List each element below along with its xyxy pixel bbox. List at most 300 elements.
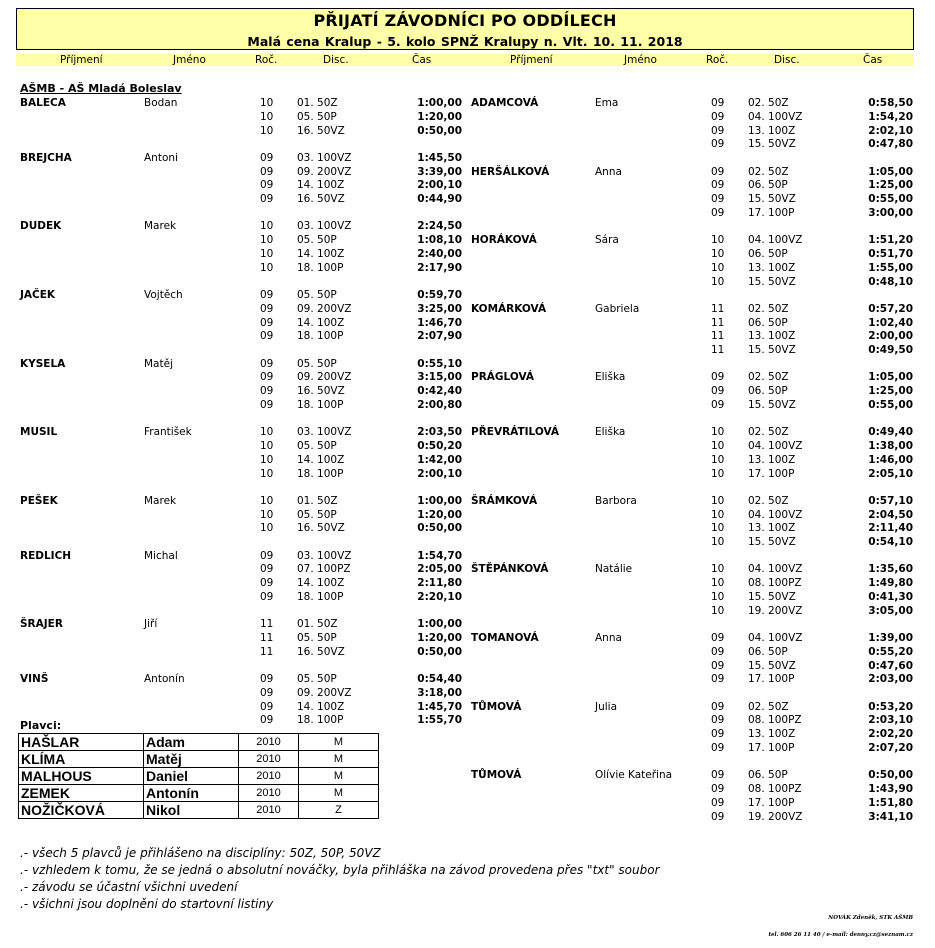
note-item: .- všech 5 plavců je přihlášeno na disciplíny: 50Z, 50P, 50VZ <box>20 846 381 860</box>
entry-time: 1:08,10 <box>417 234 462 247</box>
entry-year: 09 <box>711 796 725 809</box>
entry-discipline: 17. 100P <box>748 796 795 809</box>
entry-discipline: 02. 50Z <box>748 302 789 315</box>
entry-year: 09 <box>260 179 274 192</box>
plavci-year: 2010 <box>239 768 299 785</box>
entry-year: 09 <box>711 207 725 219</box>
note-item: .- všichni jsou doplněni do startovní listiny <box>20 897 274 911</box>
entry-time: 1:51,80 <box>868 796 913 809</box>
entry-time: 0:55,00 <box>868 399 913 411</box>
club-name: AŠMB - AŠ Mladá Boleslav <box>20 82 182 95</box>
entry-year: 09 <box>711 769 725 782</box>
entry-time: 0:58,50 <box>868 97 913 109</box>
entry-discipline: 09. 200VZ <box>297 302 352 315</box>
entry-time: 1:45,50 <box>417 151 462 164</box>
entry-time: 0:55,20 <box>868 645 913 658</box>
entry-discipline: 09. 200VZ <box>297 686 352 699</box>
entry-time: 0:42,40 <box>417 385 462 398</box>
col-firstname-left: Jméno <box>173 54 206 66</box>
entry-discipline: 07. 100PZ <box>297 563 351 576</box>
entry-discipline: 04. 100VZ <box>748 632 803 644</box>
entry-time: 1:20,00 <box>417 110 462 123</box>
entry-year: 11 <box>711 302 725 315</box>
entry-discipline: 05. 50P <box>297 508 337 521</box>
entry-discipline: 05. 50P <box>297 357 337 370</box>
entry-year: 09 <box>260 385 274 398</box>
entry-year: 11 <box>260 645 274 658</box>
plavci-row <box>19 751 379 768</box>
entry-discipline: 15. 50VZ <box>748 659 796 672</box>
entry-year: 09 <box>260 686 274 699</box>
entry-discipline: 05. 50P <box>297 632 337 644</box>
swimmer-surname: TŮMOVÁ <box>471 700 522 713</box>
entry-discipline: 17. 100P <box>748 467 795 480</box>
entry-discipline: 02. 50Z <box>748 97 789 109</box>
entry-year: 10 <box>260 234 274 247</box>
column-headers <box>16 54 914 66</box>
swimmer-surname: TŮMOVÁ <box>471 769 522 782</box>
swimmer-surname: PŘEVRÁTILOVÁ <box>471 426 560 439</box>
col-surname-right: Příjmení <box>510 54 553 66</box>
entry-discipline: 18. 100P <box>297 399 344 411</box>
entry-discipline: 04. 100VZ <box>748 110 803 123</box>
entry-year: 09 <box>260 563 274 576</box>
entry-discipline: 02. 50Z <box>748 165 789 178</box>
plavci-year: 2010 <box>239 785 299 802</box>
entry-time: 1:05,00 <box>868 165 913 178</box>
entry-discipline: 15. 50VZ <box>748 275 796 288</box>
entry-time: 3:41,10 <box>868 810 913 823</box>
entry-time: 0:55,00 <box>868 193 913 206</box>
entry-time: 2:00,80 <box>417 399 462 411</box>
entry-time: 1:20,00 <box>417 508 462 521</box>
entry-year: 10 <box>260 97 274 109</box>
entry-time: 3:00,00 <box>868 207 913 219</box>
entry-discipline: 13. 100Z <box>748 261 796 274</box>
entry-time: 2:00,00 <box>868 330 913 343</box>
entry-time: 1:55,70 <box>417 714 462 727</box>
entry-year: 10 <box>260 124 274 137</box>
col-disc-left: Disc. <box>323 54 349 66</box>
entry-time: 0:47,60 <box>868 659 913 672</box>
entry-year: 10 <box>260 508 274 521</box>
entry-discipline: 13. 100Z <box>748 124 796 137</box>
swimmer-firstname: Marek <box>144 220 177 233</box>
entry-year: 10 <box>711 426 725 439</box>
entry-year: 09 <box>260 549 274 562</box>
entry-year: 10 <box>711 508 725 521</box>
entry-year: 11 <box>711 344 725 357</box>
swimmer-firstname: Anna <box>595 165 622 178</box>
entry-year: 10 <box>711 563 725 576</box>
swimmer-firstname: Gabriela <box>595 302 640 315</box>
entry-year: 10 <box>711 261 725 274</box>
entry-time: 0:54,40 <box>417 673 462 685</box>
footer-contact: tel. 606 26 11 40 / e-mail: denny.cz@seznam.cz <box>768 932 913 938</box>
plavci-sex: M <box>299 751 379 768</box>
entry-time: 0:41,30 <box>868 591 913 603</box>
plavci-row <box>19 768 379 785</box>
entry-time: 0:44,90 <box>417 193 462 206</box>
swimmer-surname: REDLICH <box>20 549 72 562</box>
entry-time: 1:00,00 <box>417 618 462 631</box>
entry-discipline: 18. 100P <box>297 261 344 274</box>
swimmer-surname: PEŠEK <box>20 494 58 507</box>
entry-time: 2:02,10 <box>868 124 913 137</box>
entry-year: 10 <box>711 522 725 535</box>
entry-discipline: 19. 200VZ <box>748 604 803 617</box>
entry-year: 09 <box>711 673 725 686</box>
col-year-right: Roč. <box>706 54 729 66</box>
swimmer-surname: MUSIL <box>20 426 58 439</box>
entry-discipline: 01. 50Z <box>297 618 338 631</box>
entry-year: 10 <box>711 275 725 288</box>
entry-year: 09 <box>260 371 274 384</box>
plavci-firstname: Daniel <box>144 768 239 785</box>
col-time-right: Čas <box>863 54 883 66</box>
entry-discipline: 05. 50P <box>297 234 337 247</box>
col-year-left: Roč. <box>255 54 278 66</box>
entry-time: 1:54,20 <box>868 110 913 123</box>
entry-time: 2:24,50 <box>417 220 462 233</box>
entry-year: 10 <box>711 494 725 507</box>
plavci-surname: KLÍMA <box>19 751 144 768</box>
plavci-firstname: Adam <box>144 734 239 751</box>
entry-time: 0:53,20 <box>868 700 913 713</box>
swimmer-surname: ŠTĚPÁNKOVÁ <box>471 563 549 576</box>
col-surname-left: Příjmení <box>60 54 103 66</box>
entry-discipline: 14. 100Z <box>297 453 345 466</box>
entry-year: 09 <box>711 728 725 741</box>
entry-discipline: 17. 100P <box>748 673 795 686</box>
col-disc-right: Disc. <box>774 54 800 66</box>
plavci-firstname: Matěj <box>144 751 239 768</box>
swimmer-surname: HORÁKOVÁ <box>471 234 537 247</box>
entry-year: 09 <box>260 302 274 315</box>
entry-time: 1:49,80 <box>868 577 913 590</box>
swimmer-surname: KYSELA <box>20 357 66 370</box>
entry-year: 09 <box>711 385 725 398</box>
entry-time: 2:04,50 <box>868 508 913 521</box>
entry-year: 10 <box>711 440 725 452</box>
plavci-year: 2010 <box>239 751 299 768</box>
entry-discipline: 05. 50P <box>297 289 337 301</box>
entry-time: 0:51,70 <box>868 248 913 260</box>
swimmer-surname: DUDEK <box>20 220 62 233</box>
footer-author: NOVÁK Zdeněk, STK AŠMB <box>828 915 913 921</box>
entry-year: 09 <box>711 193 725 206</box>
entry-year: 09 <box>260 673 274 685</box>
entry-year: 09 <box>260 591 274 603</box>
entry-time: 0:50,00 <box>417 645 462 658</box>
swimmer-firstname: Eliška <box>595 426 626 439</box>
entry-year: 09 <box>711 165 725 178</box>
entry-time: 2:03,10 <box>868 714 913 727</box>
entry-time: 1:05,00 <box>868 371 913 384</box>
entry-discipline: 06. 50P <box>748 316 788 329</box>
report-subtitle: Malá cena Kralup - 5. kolo SPNŽ Kralupy n. Vlt. 10. 11. 2018 <box>247 34 683 49</box>
entry-discipline: 06. 50P <box>748 645 788 658</box>
entry-discipline: 13. 100Z <box>748 453 796 466</box>
entry-time: 2:00,10 <box>417 179 462 192</box>
entry-time: 2:07,20 <box>868 742 913 754</box>
entry-year: 10 <box>711 536 725 549</box>
entry-time: 1:46,70 <box>417 316 462 329</box>
plavci-surname: ZEMEK <box>19 785 144 802</box>
entry-year: 09 <box>711 810 725 823</box>
entry-year: 09 <box>260 289 274 301</box>
entry-year: 10 <box>711 577 725 590</box>
entry-year: 10 <box>711 234 725 247</box>
notes-list <box>20 845 660 913</box>
entry-discipline: 13. 100Z <box>748 330 796 343</box>
entry-time: 2:00,10 <box>417 467 462 480</box>
entry-discipline: 01. 50Z <box>297 494 338 507</box>
entry-year: 09 <box>711 97 725 109</box>
entry-time: 2:05,00 <box>417 563 462 576</box>
entry-year: 10 <box>260 110 274 123</box>
col-firstname-right: Jméno <box>624 54 657 66</box>
entry-year: 09 <box>260 357 274 370</box>
entry-year: 10 <box>711 453 725 466</box>
entry-year: 10 <box>260 426 274 439</box>
entry-time: 2:07,90 <box>417 330 462 343</box>
entry-year: 09 <box>711 399 725 411</box>
entry-year: 10 <box>711 467 725 480</box>
entry-discipline: 02. 50Z <box>748 494 789 507</box>
swimmer-surname: HERŠÁLKOVÁ <box>471 165 550 178</box>
entry-discipline: 15. 50VZ <box>748 344 796 357</box>
entry-time: 3:39,00 <box>417 165 462 178</box>
swimmer-firstname: Vojtěch <box>144 289 183 301</box>
entry-discipline: 15. 50VZ <box>748 399 796 411</box>
entry-year: 09 <box>711 645 725 658</box>
entry-time: 1:54,70 <box>417 549 462 562</box>
entry-year: 11 <box>260 618 274 631</box>
entry-year: 09 <box>711 138 725 151</box>
swimmer-firstname: Sára <box>595 234 619 247</box>
entry-year: 09 <box>711 742 725 754</box>
entry-discipline: 15. 50VZ <box>748 193 796 206</box>
entry-time: 0:48,10 <box>868 275 913 288</box>
entry-discipline: 01. 50Z <box>297 97 338 109</box>
entry-time: 1:20,00 <box>417 632 462 644</box>
swimmer-surname: JAČEK <box>20 289 56 301</box>
swimmer-firstname: Matěj <box>144 357 173 370</box>
entry-discipline: 04. 100VZ <box>748 234 803 247</box>
swimmer-firstname: Julia <box>595 700 618 713</box>
entry-time: 2:05,10 <box>868 467 913 480</box>
entry-time: 0:47,80 <box>868 138 913 151</box>
entry-discipline: 15. 50VZ <box>748 536 796 549</box>
entry-discipline: 17. 100P <box>748 207 795 219</box>
entry-discipline: 09. 200VZ <box>297 165 352 178</box>
entry-time: 0:59,70 <box>417 289 462 301</box>
entry-year: 11 <box>260 632 274 644</box>
entry-discipline: 06. 50P <box>748 248 788 260</box>
entry-year: 09 <box>260 577 274 590</box>
note-item: .- vzhledem k tomu, že se jedná o absolutní nováčky, byla přihláška na závod provedena přes "txt" soubor <box>20 863 660 877</box>
col-time-left: Čas <box>412 54 432 66</box>
entry-discipline: 02. 50Z <box>748 700 789 713</box>
entry-time: 0:49,50 <box>868 344 913 357</box>
entry-year: 10 <box>260 467 274 480</box>
swimmer-firstname: Ema <box>595 97 619 109</box>
entry-year: 09 <box>260 700 274 713</box>
entry-year: 09 <box>711 659 725 672</box>
entry-discipline: 04. 100VZ <box>748 508 803 521</box>
plavci-year: 2010 <box>239 802 299 819</box>
swimmer-surname: KOMÁRKOVÁ <box>471 302 547 315</box>
entry-discipline: 18. 100P <box>297 714 344 727</box>
entry-discipline: 03. 100VZ <box>297 426 352 439</box>
entry-year: 09 <box>711 700 725 713</box>
entry-discipline: 08. 100PZ <box>748 783 802 795</box>
entry-discipline: 18. 100P <box>297 467 344 480</box>
entry-time: 3:25,00 <box>417 302 462 315</box>
entry-time: 1:25,00 <box>868 385 913 398</box>
entry-year: 10 <box>260 440 274 452</box>
entry-time: 1:25,00 <box>868 179 913 192</box>
entry-discipline: 16. 50VZ <box>297 645 345 658</box>
entry-time: 0:50,00 <box>868 769 913 782</box>
entry-time: 2:11,40 <box>868 522 913 535</box>
entry-discipline: 03. 100VZ <box>297 151 352 164</box>
plavci-year: 2010 <box>239 734 299 751</box>
entry-discipline: 04. 100VZ <box>748 440 803 452</box>
plavci-surname: HAŠLAR <box>19 734 144 751</box>
entry-year: 11 <box>711 316 725 329</box>
entry-year: 10 <box>260 248 274 260</box>
entry-discipline: 13. 100Z <box>748 522 796 535</box>
swimmer-surname: ŠRÁMKOVÁ <box>471 494 538 507</box>
entry-time: 0:50,00 <box>417 124 462 137</box>
swimmer-surname: ADAMCOVÁ <box>471 97 539 109</box>
swimmer-firstname: Marek <box>144 494 177 507</box>
entry-year: 09 <box>711 783 725 795</box>
entry-time: 2:03,50 <box>417 426 462 439</box>
entry-time: 0:50,20 <box>417 440 462 452</box>
swimmer-surname: BREJCHA <box>20 151 72 164</box>
entry-time: 2:20,10 <box>417 591 462 603</box>
entry-time: 0:57,20 <box>868 302 913 315</box>
entry-time: 2:02,20 <box>868 728 913 741</box>
entry-discipline: 02. 50Z <box>748 426 789 439</box>
report-header <box>16 8 914 50</box>
entry-time: 1:42,00 <box>417 453 462 466</box>
entry-time: 1:02,40 <box>868 316 913 329</box>
entry-discipline: 18. 100P <box>297 591 344 603</box>
plavci-surname: NOŽIČKOVÁ <box>19 802 144 819</box>
entry-time: 1:38,00 <box>868 440 913 452</box>
entry-year: 09 <box>260 165 274 178</box>
swimmer-firstname: Bodan <box>144 97 178 109</box>
entry-year: 09 <box>260 330 274 343</box>
entry-time: 0:57,10 <box>868 494 913 507</box>
entry-discipline: 08. 100PZ <box>748 577 802 590</box>
entry-time: 1:46,00 <box>868 453 913 466</box>
entry-time: 0:49,40 <box>868 426 913 439</box>
entry-time: 2:11,80 <box>417 577 462 590</box>
entry-year: 09 <box>711 124 725 137</box>
entry-year: 09 <box>260 151 274 164</box>
entry-year: 09 <box>260 399 274 411</box>
swimmer-surname: BALECA <box>20 97 66 109</box>
entry-time: 1:51,20 <box>868 234 913 247</box>
entry-year: 09 <box>711 110 725 123</box>
plavci-table <box>18 733 379 819</box>
entry-discipline: 14. 100Z <box>297 179 345 192</box>
swimmer-firstname: Antoni <box>144 151 178 164</box>
entry-time: 1:00,00 <box>417 494 462 507</box>
entry-time: 1:43,90 <box>868 783 913 795</box>
entry-year: 10 <box>260 494 274 507</box>
entry-discipline: 16. 50VZ <box>297 193 345 206</box>
entry-discipline: 03. 100VZ <box>297 549 352 562</box>
entry-discipline: 06. 50P <box>748 385 788 398</box>
entry-year: 10 <box>260 261 274 274</box>
entry-year: 09 <box>711 371 725 384</box>
plavci-sex: M <box>299 785 379 802</box>
entry-discipline: 05. 50P <box>297 440 337 452</box>
swimmer-firstname: Olívie Kateřina <box>595 769 673 782</box>
plavci-row <box>19 734 379 751</box>
entry-discipline: 18. 100P <box>297 330 344 343</box>
entry-time: 0:55,10 <box>417 357 462 370</box>
entry-year: 10 <box>260 453 274 466</box>
entry-time: 3:05,00 <box>868 604 913 617</box>
plavci-row <box>19 802 379 819</box>
entry-year: 10 <box>711 591 725 603</box>
swimmer-firstname: Natálie <box>595 563 633 576</box>
swimmer-firstname: Antonín <box>144 673 185 685</box>
report-title: PŘIJATÍ ZÁVODNÍCI PO ODDÍLECH <box>313 11 617 30</box>
entry-discipline: 17. 100P <box>748 742 795 754</box>
entry-time: 2:40,00 <box>417 248 462 260</box>
entry-time: 2:03,00 <box>868 673 913 686</box>
entry-discipline: 06. 50P <box>748 769 788 782</box>
entry-discipline: 05. 50P <box>297 110 337 123</box>
entry-discipline: 14. 100Z <box>297 700 345 713</box>
entry-discipline: 19. 200VZ <box>748 810 803 823</box>
entry-discipline: 03. 100VZ <box>297 220 352 233</box>
swimmer-firstname: Barbora <box>595 494 637 507</box>
entry-year: 09 <box>260 316 274 329</box>
plavci-firstname: Nikol <box>144 802 239 819</box>
entry-discipline: 15. 50VZ <box>748 138 796 151</box>
entry-year: 10 <box>711 604 725 617</box>
swimmer-surname: VINŠ <box>20 673 49 685</box>
plavci-sex: Z <box>299 802 379 819</box>
swimmer-firstname: Michal <box>144 549 178 562</box>
entry-discipline: 15. 50VZ <box>748 591 796 603</box>
entry-discipline: 04. 100VZ <box>748 563 803 576</box>
plavci-firstname: Antonín <box>144 785 239 802</box>
swimmer-surname: PRÁGLOVÁ <box>471 371 535 384</box>
swimmer-surname: ŠRAJER <box>20 618 63 631</box>
entry-year: 09 <box>260 714 274 727</box>
entry-time: 0:54,10 <box>868 536 913 549</box>
entry-discipline: 06. 50P <box>748 179 788 192</box>
entry-year: 10 <box>260 522 274 535</box>
entry-time: 1:00,00 <box>417 97 462 109</box>
entry-time: 1:39,00 <box>868 632 913 644</box>
plavci-title: Plavci: <box>20 719 62 732</box>
entry-discipline: 13. 100Z <box>748 728 796 741</box>
entry-discipline: 14. 100Z <box>297 316 345 329</box>
entry-discipline: 16. 50VZ <box>297 522 345 535</box>
entry-time: 1:35,60 <box>868 563 913 576</box>
